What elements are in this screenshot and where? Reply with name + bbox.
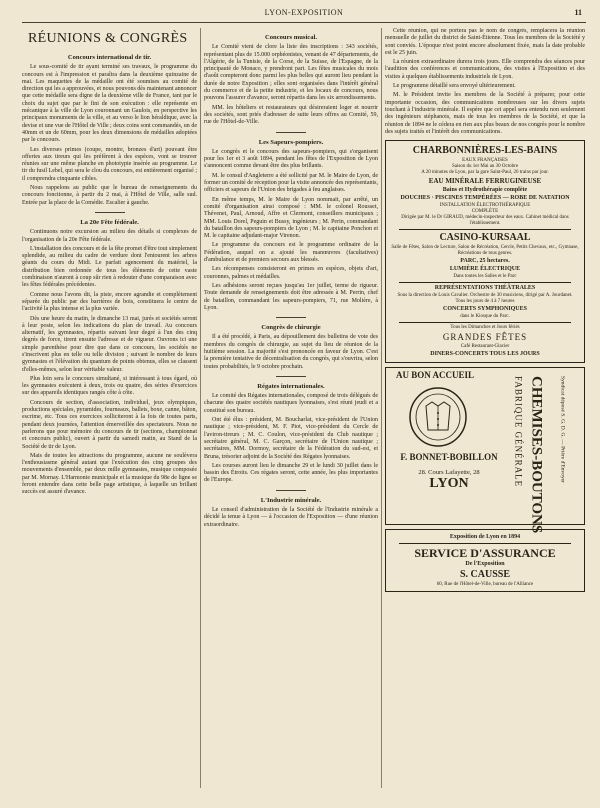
column-divider: [381, 28, 382, 788]
article-heading: Concours international de tir.: [67, 54, 152, 61]
paragraph: Il a été procédé, à Paris, au dépouillement des bulletins de vote des membres du congrès de chirurgie, au sujet du lieu de réunion de la huitième session. La majorité s'est prononcée en faveur de Lyon. C'est la première tentative de décentralisation du congrès, qui s'ouvrira, selon toutes probabilités, le 9 octobre prochain.: [204, 334, 378, 370]
page-number: 11: [574, 8, 582, 17]
separator: [276, 490, 306, 491]
ad-rule: [399, 322, 571, 323]
ad-text: Dans toutes les Salles et le Parc: [453, 274, 517, 280]
ad-address: 60, Rue de l'Hôtel-de-Ville, bureau de l'Alliance: [436, 582, 534, 588]
paragraph: La réunion extraordinaire durera trois jours. Elle comprendra des séances pour l'audition des conférences et communications, des visites à l'Exposition et des visites à quelques établissements industriels de Lyon.: [385, 59, 585, 80]
paragraph: Les adhésions seront reçues jusqu'au 1er juillet, terme de rigueur. Toute demande de renseignements doit être adressée à M. Perrin, chef de bataillon, commandant les sapeurs-pompiers, 71, rue Molière, à Lyon.: [204, 282, 378, 311]
ad-text: Tous les jours de 4 à 7 heures: [455, 299, 515, 305]
header-rule: [22, 22, 586, 23]
shirt-emblem-icon: [408, 386, 468, 448]
separator: [276, 376, 306, 377]
paragraph: MM. les hôteliers et restaurateurs qui désireraient loger et nourrir des sociétés, sont priés d'adresser de suite leurs offres au Comité, 59, rue de l'Hôtel-de-Ville.: [204, 104, 378, 126]
paragraph: M. le Président invite les membres de la Société à préparer, pour cette importante occasion, des communications nombreuses sur les divers sujets touchant à l'industrie minérale. Il espère que cet appel sera entendu non seulement des ingénieurs stéphanois, mais de tous les membres de la Société, et que la réunion de 1894 ne le cédera en rien aux plus beaux de nos congrès pour le nombre des sujets traités et l'intérêt des communications.: [385, 92, 585, 135]
ad-vertical-text: Syndicat déposé S. G. D. G. — Prière d'Envoyer: [559, 376, 566, 484]
page-header: [22, 8, 586, 22]
ad-text: INSTALLATION ÉLECTROTHÉRAPIQUE: [439, 203, 531, 209]
paragraph: Le sous-comité de tir ayant terminé ses travaux, le programme du concours est à l'impression et paraîtra dans la deuxième quinzaine de mai. Les maquettes de la médaille ont été soumises au comité de direction qui les a approuvées, et nous pouvons dès maintenant annoncer que cette médaille sera digne de la deuxième ville de France, tant par le choix du sujet que par le fini de son exécution : elle représente en mécanique à la ville de Lyon couronnant un Gaulois, en perspective les principaux monuments de la ville, et au verso le lion héraldique, avec la devise et une vue de l'Hôtel de Ville ; deux coins sont commandés, un de 40mm et un de 60mm, pour les deux dimensions de médailles adoptées par le concours.: [22, 64, 197, 144]
paragraph: Le congrès et le concours des sapeurs-pompiers, qui s'organisent pour les 1er et 3 août 1894, pendant les fêtes de l'Exposition de Lyon s'annoncent comme devant être des plus brillants.: [204, 148, 378, 170]
paragraph: Comme nous l'avons dit, la piste, encore agrandie et complètement séparée du public par des barrières de bois, constituera le centre de l'activité la plus intense et la plus variée.: [22, 291, 197, 313]
ad-text: A 20 minutes de Lyon, par la gare Saint-Paul, 26 trains par jour.: [421, 170, 549, 176]
ad-text: Sous la direction de Louis Cavalier. Orchestre de 30 musiciens, dirigé par A. Jourdanet.: [397, 293, 573, 299]
ad-rule: [399, 282, 571, 283]
paragraph: Cette réunion, qui ne portera pas le nom de congrès, remplacera la réunion mensuelle de juillet du district de Saint-Étienne. Tous les membres de la Société y sont conviés. L'époque n'est point encore absolument fixée, mais la date probable est le 25 juin.: [385, 28, 585, 56]
paragraph: Mais de toutes les attractions du programme, aucune ne soulèvera l'enthousiasme général autant que l'exécution des cinq groupes des mouvements d'ensemble, par deux mille gymnastes, musique composée par M. Mornay. L'Harmonie municipale et la musique du 98e de ligne se feront entendre dans cette belle page artistique, à laquelle un brillant succès est assuré d'avance.: [22, 452, 197, 496]
ad-heading: CASINO-KURSAAL: [439, 232, 531, 244]
paragraph: Le programme du concours est le programme ordinaire de la Fédération, auquel on a ajouté les manœuvres (facultatives) d'ambulance et de premiers secours aux blessés.: [204, 242, 378, 264]
ad-text: COMPLÈTE: [471, 209, 499, 215]
ad-text: Café Restaurant-Glacier: [460, 344, 510, 350]
article-heading: Les Sapeurs-pompiers.: [258, 138, 324, 146]
ad-text: dans le Kiosque du Parc.: [460, 314, 510, 320]
article-heading: Congrès de chirurgie: [261, 324, 321, 332]
separator: [95, 212, 125, 213]
ad-text: Tous les Dimanches et Jours fériés: [450, 325, 520, 331]
ad-text: EAUX FRANÇAISES: [462, 158, 508, 164]
separator: [276, 317, 306, 318]
ad-text: REPRÉSENTATIONS THÉÂTRALES: [434, 285, 536, 292]
ad-text: Salle de Fêtes, Salon de Lecture, Salon de Récréation, Cercle, Petits Chevaux, etc., Gymnase, Récréations de tous genres.: [391, 245, 579, 257]
paragraph: Le programme détaillé sera envoyé ultérieurement.: [393, 83, 516, 90]
paragraph: Plus loin sera le concours simultané, si intéressant à tous égard, où les gymnastes exécutent à deux, trois ou quatre, des séries d'exercices sur des appareils identiques rangés côte à côte.: [22, 375, 197, 397]
ad-text: DOUCHES · PISCINES TEMPÉRÉES — ROBE DE NATATION: [400, 195, 570, 202]
paragraph: Les courses auront lieu le dimanche 29 et le lundi 30 juillet dans le bassin des Étroits. Ces régates seront, cette année, les plus importantes de l'Europe.: [204, 462, 378, 484]
section-title: RÉUNIONS & CONGRÈS: [28, 31, 188, 46]
ad-heading: GRANDES FÊTES: [442, 332, 528, 343]
paragraph: En même temps, M. le Maire de Lyon nommait, par arrêté, un comité d'organisation ainsi composé : MM. le colonel Rousset, Thévenet, Paul, Arnoud, Affre et Clermont, conseillers municipaux ; MM. Louis Dorel, Peguin et Bussy, ingénieurs ; M. Perin, commandant du bataillon des sapeurs-pompiers de Lyon ; M. le capitaine Ponchon et M. le capitaine adjudant-major Virenon.: [204, 196, 378, 240]
ad-text: PARC, 25 hectares.: [460, 258, 510, 265]
running-title: LYON-EXPOSITION: [264, 8, 344, 17]
ad-title: CHARBONNIÈRES-LES-BAINS: [412, 145, 558, 157]
paragraph: Dès une heure du matin, le dimanche 13 mai, jurés et sociétés seront à leur poste, selon les indications du plan de travail. Au concours alternatif, les gymnastes, répartis suivant leur degré à l'un des cinq degrés de force, tirent ensuite l'adresse et de vigueur. Ouvrons ici une simple parenthèse pour dire que dans ce concours, les sociétés ne s'inscrivent plus en telle ou telle division ; suivant le nombre de leurs gymnastes et l'élévation du quantum de points obtenus, elles se classent d'elles-mêmes, selon leur véritable valeur.: [22, 315, 197, 373]
article-heading: Régates internationales.: [257, 382, 325, 390]
ad-title: AU BON ACCUEIL: [395, 370, 474, 381]
paragraph: Nous rappelons au public que le bureau de renseignements du concours fonctionne, à partir du 2 mai, à l'Hôtel de Ville, salle sud. Entrée par la place de la Comédie. Escalier à gauche.: [22, 185, 197, 206]
paragraph: Ont été élus : président, M. Boucharlat, vice-président de l'Union nautique ; vice-président, M. F. Piot, vice-président du Cercle de l'aviron-tireurs ; M. C. Coulon, vice-président du Club nautique ; secrétaire général, M. C. Garçon, secrétaire de l'Union nautique ; secrétaires, MM. Dormoy, secrétaire de la Fédération du sud-est, et Bruna, trésorier adjoint de la Société des Régates lyonnaises.: [204, 417, 378, 460]
paragraph: Les récompenses consisteront en primes en espèces, objets d'art, couronnes, palmes et médailles.: [204, 266, 378, 280]
ad-text: Exposition de Lyon en 1894: [449, 534, 521, 541]
paragraph: Le conseil d'administration de la Société de l'Industrie minérale a décidé la tenue à Lyon — à l'occasion de l'Exposition — d'une réunion extraordinaire.: [204, 507, 378, 528]
article-heading: La 20e Fête fédérale.: [80, 218, 139, 226]
paragraph: L'installation des concours et de la fête promet d'être tout simplement splendide, au milieu du cadre de verdure dont l'entourent les arbres géants du cours du Midi. Le parfait agencement du matériel, la distribution bien ordonnée de tous les éléments de cette vaste combinaison n'auront à coup sûr rien à redouter d'une comparaison avec les fêtes fédérales précédentes.: [22, 245, 197, 289]
ad-text: De l'Exposition: [465, 561, 505, 568]
advertisement-charbonnieres: [385, 140, 585, 363]
ad-agent: S. CAUSSE: [459, 569, 511, 581]
ad-address: 28. Cours Lafayette, 28: [418, 469, 480, 477]
ad-title: SERVICE D'ASSURANCE: [414, 546, 556, 561]
advertisement-assurance: [385, 529, 585, 592]
ad-heading: EAU MINÉRALE FERRUGINEUSE: [428, 177, 542, 186]
paragraph: Le Comité vient de clore la liste des inscriptions : 343 sociétés, représentant plus de 15.000 orphéonistes, venant de 47 départements, de l'Algérie, de la Tunisie, de la Corse, de la Suisse, de l'Espagne, de la principauté de Monaco, y prendront part. Les fêtes musicales du mois d'août compteront donc parmi les plus belles qui auront lieu pendant la durée de notre Exposition ; elles sont organisées dans l'intérêt général du commerce et de la petite industrie, et les locaux de concours, nous pouvons l'assurer d'avance, seront répartis dans les six arrondissements.: [204, 44, 378, 102]
paragraph: Concours de section, d'association, individuel, jeux olympiques, productions spéciales, pyramides, fourneaux, ballets, boxe, canne, bâton, escrime, etc. Tous ces exercices solliciteront à la fois de toutes parts, pendant deux journées, l'attention émerveillée des spectateurs. Nous ne parlerons que pour mémoire du concours de tir (sections, championnat et concours public), ouvert à partir du samedi matin, au Stand de la Société de tir de Lyon.: [22, 399, 197, 450]
column-divider: [200, 28, 201, 788]
paragraph: Les diverses primes (coupe, montre, bronzes d'art) pouvant être offertes aux tireurs qui les préfèrent à des espèces, vont se trouver réunies sur une même planche en phototypie insérée au programme. Le tir du fusil Lebel, qui sera le clou du concours, est entièrement organisé ; il comprendra cinquante cibles.: [22, 146, 197, 182]
paragraph: Continuons notre excursion au milieu des détails si complexes de l'organisation de la 20e Fête fédérale.: [22, 229, 197, 243]
advertisement-bon-accueil: [385, 367, 585, 534]
separator: [276, 132, 306, 133]
ad-vertical-text: FABRIQUE GÉNÉRALE: [513, 376, 524, 488]
article-heading: Concours musical.: [264, 34, 318, 41]
ad-text: CONCERTS SYMPHONIQUES: [443, 306, 527, 313]
ad-text: DINERS-CONCERTS TOUS LES JOURS: [430, 351, 540, 358]
ad-text: LUMIÈRE ÉLECTRIQUE: [449, 266, 521, 273]
column-2: [204, 28, 378, 788]
ad-rule: [399, 229, 571, 230]
ad-rule: [399, 543, 571, 544]
article-heading: L'Industrie minérale.: [260, 496, 322, 504]
ad-text: Saison du 1er Mai au 30 Octobre: [451, 164, 519, 170]
paragraph: M. le consul d'Angleterre a été sollicité par M. le Maire de Lyon, de former un comité de réception pour la visite annoncée des représentants, officiers et sapeurs de l'Union des brigades à feu anglaises.: [204, 172, 378, 194]
ad-text: Dirigée par M. le Dr GIRAUD, médecin-inspecteur des eaux. Cabinet médical dans l'établissement.: [401, 215, 569, 227]
ad-text: Bains et Hydrothérapie complète: [442, 187, 528, 194]
column-3: [385, 28, 585, 788]
ad-merchant-name: F. BONNET-BOBILLON: [400, 452, 498, 463]
ad-city: LYON: [429, 476, 469, 492]
column-1: [22, 28, 197, 788]
ad-vertical-text: CHEMISES-BOUTONS: [528, 376, 545, 534]
paragraph: Le comité des Régates internationales, composé de trois délégués de chacune des quatre sociétés nautiques lyonnaises, s'est réuni jeudi et a constitué son bureau.: [204, 393, 378, 414]
